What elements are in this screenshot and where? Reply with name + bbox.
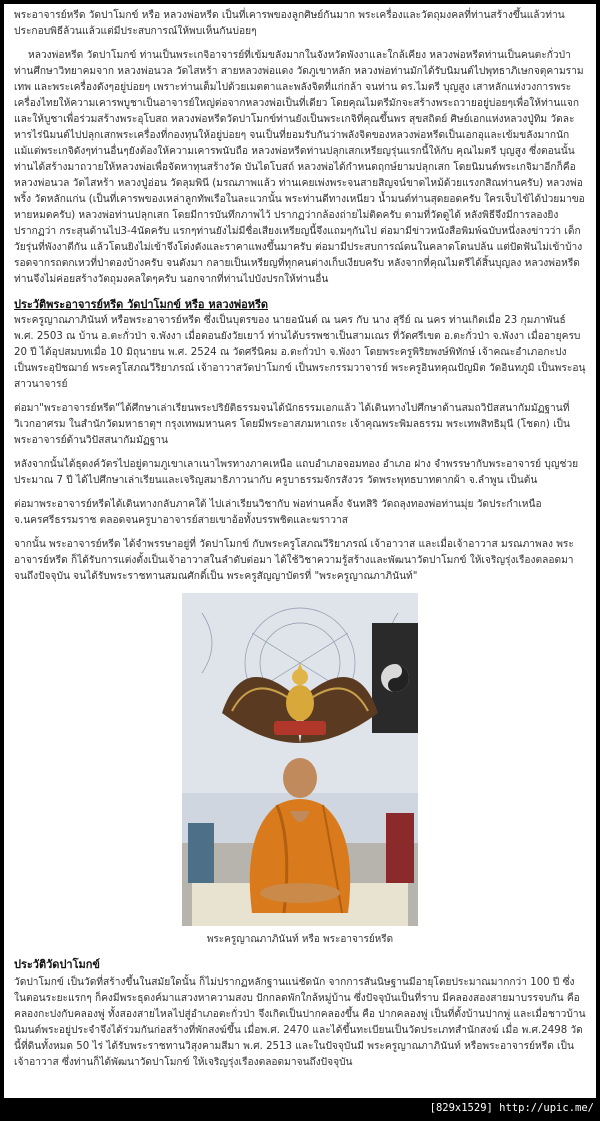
monk-photo-figure <box>176 593 424 947</box>
history-paragraph-5: จากนั้น พระอาจารย์หรีด ได้จำพรรษาอยู่ที่ วัดปาโมกข์ กับพระครูโสภณวีริยาภรณ์ เจ้าอาวาส และเมื่อเจ้าอาวาส มรณภาพลง พระอาจารย์หรีด ก็ได้รับการแต่งตั้งเป็นเจ้าอาวาสในลำดับต่อมา ได้ใช้วิชาความรู้สร้างและพัฒนาวัดปาโมกข์ ให้เจริญรุ่งเรืองตลอดมาจนถึงปัจจุบัน จนได้รับพระราชทานสมณศักดิ์เป็น พระครูสัญญาบัตรที่ "พระครูญาณภาภินันท์" <box>14 539 574 582</box>
history-paragraph-2: ต่อมา"พระอาจารย์หรีด"ได้ศึกษาเล่าเรียนพระปริยัติธรรมจนได้นักธรรมเอกแล้ว ได้เดินทางไปศึกษาด้านสมถวิปัสสนากัมมัฏฐานที่ วิเวกอาศรม ในสำนักวัดมหาธาตุฯ กรุงเทพมหานคร โดยมีพระอาสภมหาเถระ เจ้าคุณพระพิมลธรรม พระเทพสิทธิมุนี (โชดก) เป็นพระอาจารย์ด้านวิปัสสนากัมมัฏฐาน <box>14 403 570 446</box>
history-paragraph-4: ต่อมาพระอาจารย์หรีดได้เดินทางกลับภาคใต้ ไปเล่าเรียนวิชากับ พ่อท่านคลิ้ง จันทสิริ วัดถลุงทองพ่อท่านมุ่ย วัดประกำเหนือ จ.นครศรีธรรมราช ตลอดจนครูบาอาจารย์สายเขาอ้อทั้งบรรพชิตและฆราวาส <box>14 499 542 526</box>
temple-heading: ประวัติวัดปาโมกข์ <box>14 958 100 971</box>
temple-paragraph: วัดปาโมกข์ เป็นวัดที่สร้างขึ้นในสมัยใดนั้น ก็ไม่ปรากฏหลักฐานแน่ชัดนัก จากการสันนิษฐานมีอายุโดยประมาณมากกว่า 100 ปี ซึ่งในตอนระยะแรกๆ ก็คงมีพระธุดงค์มาแสวงหาความสงบ ปักกลดพักใกล้หมู่บ้าน ซึ่งปัจจุบันเป็นที่ราบ มีคลองสองสายมาบรรจบกัน คือ คลองกะปงกับคลองพู่ ทั้งสองสายไหลไปสู่อำเภอตะกั่วป่า จึงเกิดเป็นปากคลองขึ้น คือ ปากคลองพู่ เป็นที่ตั้งบ้านปากพู่ และเมื่อชาวบ้านนิมนต์พระอยู่ประจำจึงได้ร่วมกันก่อสร้างที่พักสงฆ์ขึ้น เมื่อพ.ศ. 2470 และได้ขึ้นทะเบียนเป็นวัดประเภทสำนักสงฆ์ เมื่อ พ.ศ.2498 วัดนี้ที่ดินทั้งหมด 50 ไร่ ได้รับพระราชทานวิสุงคามสีมา พ.ศ. 2513 และในปัจจุบันมี พระครูญาณภาภินันท์ หรือพระอาจารย์หรีด เป็นเจ้าอาวาส ซึ่งท่านก็ได้พัฒนาวัดปาโมกข์ ให้เจริญรุ่งเรืองตลอดมาจนถึงปัจจุบัน <box>14 977 586 1068</box>
history-paragraph-1: พระครูญาณภาภินันท์ หรือพระอาจารย์หรีด ซึ่งเป็นบุตรของ นายอนันต์ ณ นคร กับ นาง สุรีย์ ณ นคร ท่านเกิดเมื่อ 23 กุมภาพันธ์ พ.ศ. 2503 ณ บ้าน อ.ตะกั่วป่า จ.พังงา เมื่อตอนยังวัยเยาว์ ท่านได้บรรพชาเป็นสามเณร ที่วัดศรีเขต อ.ตะกั่วป่า จ.พังงา เมื่ออายุครบ 20 ปี ได้อุปสมบทเมื่อ 10 มิถุนายน พ.ศ. 2524 ณ วัดศรีนิคม อ.ตะกั่วป่า จ.พังงา โดยพระครูพิริยพงษ์พิทักษ์ เจ้าคณะอำเภอกะปง เป็นพระอุปัชฌาย์ พระครูโสภณวีริยาภรณ์ เจ้าอาวาสวัดปาโมกข์ เป็นพระกรรมวาจารย์ พระครูอินทคุณปัญมิต วัดอินทภูมิ เป็นพระอนุสาวนาจารย์ <box>14 315 586 390</box>
intro-paragraph: พระอาจารย์หรีด วัดปาโมกข์ หรือ หลวงพ่อหรีด เป็นที่เคารพของลูกศิษย์กันมาก พระเครื่องและวัตถุมงคลที่ท่านสร้างขึ้นแล้วท่านประกอบพิธีล้วนแล้วแต่มีประสบการณ์ให้พบเห็นกันบ่อยๆ <box>14 10 565 37</box>
history-paragraph-3: หลังจากนั้นได้ธุดงค์วัตรไปอยู่ตามภูเขาเลาเนาไพรทางภาคเหนือ แถบอำเภอจอมทอง อำเภอ ฝาง จำพรรษากับพระอาจารย์ บุญช่วย ประมาณ 7 ปี ได้ไปศึกษาเล่าเรียนและเจริญสมาธิภาวนากับ ครูบาธรรมจักรสังวร วัดพระพุทธบาทตากผ้า จ.ลำพูน เป็นต้น <box>14 459 579 486</box>
photo-caption: พระครูญาณภาภินันท์ หรือ พระอาจารย์หรีด <box>206 934 394 945</box>
document-page <box>4 4 596 1098</box>
monk-photo <box>182 593 418 926</box>
monk-portrait-image <box>182 593 418 926</box>
image-host-watermark: [829x1529] http://upic.me/ <box>429 1102 594 1114</box>
history-heading: ประวัติพระอาจารย์หรีด วัดปาโมกข์ หรือ หลวงพ่อหรีด <box>14 298 269 311</box>
article <box>4 4 596 1071</box>
bio-paragraph: หลวงพ่อหรีด วัดปาโมกข์ ท่านเป็นพระเกจิอาจารย์ที่เข้มขลังมากในจังหวัดพังงาและใกล้เคียง หลวงพ่อหรีดท่านเป็นคนตะกั่วป่า ท่านศึกษาวิทยาคมจาก หลวงพ่อนวล วัดไสหร้า สายหลวงพ่อแดง วัดภูเขาหลัก หลวงพ่อท่านมักได้รับนิมนต์ไปพุทธาภิเษกจตุคามรามเทพ และพระเครื่องดังๆอยู่บ่อยๆ เพราะท่านเต็มไปด้วยเมตตาและพลังจิตที่แก่กล้า จนท่าน ดร.ไมตรี บุญสูง เสาหลักแห่งวงการพระเครื่องไทยให้ความเคารพบูชาเป็นอาจารย์ใหญ่ต่อจากหลวงพ่อเป็นที่เดียว โดยคุณไมตรีมักจะสร้างพระถวายอยู่บ่อยๆเพื่อให้ท่านแจกและให้บูชาเพื่อร่วมสร้างพระอุโบสถ หลวงพ่อหรีดวัดปาโมกข์ท่านยังเป็นพระเกจิที่คุณขึ้นพร สุขสถิตย์ ศิษย์เอกแห่งหลวงปู่ทิม วัดละหารไร่นิมนต์ไปปลุกเสกพระเครื่องที่กองทุนให้อยู่บ่อยๆ จนเป็นที่ยอมรับกันว่าพลังจิตของหลวงพ่อหรีดเป็นเอกอุและเข้มขลังมากนัก แม้แต่พระเกจิดังๆท่านอื่นๆยังต้องให้ความเคารพนับถือ หลวงพ่อหรีดท่านปลุกเสกเหรียญรุ่นแรกนี้ให้กับ คุณไมตรี บุญสูง ซึ่งตอนนั้นท่านได้สร้างมาถวายให้หลวงพ่อเพื่อจัดหาทุนสร้างวัด บันไดโบสถ์ หลวงพ่อได้กำหนดฤกษ์ยามปลุกเสก โดยนิมนต์พระเกจิมาอีกก็คือ หลวงพ่อนวล วัดไสหร้า หลวงปู่อ่อน วัดลุมพินี (มรณภาพแล้ว ท่านเคยเพ่งพระจนสายสิญจน์ขาดไหม้ด้วยแรงกสิณท่านครับ) หลวงพ่อพริ้ง วัดหลักแก่น (เป็นที่เคารพของเหล่าลูกทัพเรือในละแวกนั้น พระท่านดีทางเหนียว น้ำมนต์ท่านสุดยอดครับ ใครเจ็บไข้ได้ป่วยมาขอหายหมดครับ) หลวงพ่อท่านปลุกเสก โดยมีการบันทึกภาพไว้ ปรากฏว่ากล้องถ่ายไม่ติดครับ ตามที่วัดดูได้ หลังพิธีจึงมีการลองยิง ปรากฏว่า กระสุนด้านไป3-4นัดครับ แรกๆท่านยังไม่มีชื่อเสียงเหรียญนี้จึงแถมๆกันไป ต่อมามีข่าวหนังสือพิมพ์ฉบับหนึ่งลงข่าวว่า เด็กวัยรุ่นที่พังงาตีกัน แล้วโดนยิงไม่เข้าจึงโด่งดังและราคาแพงขึ้นมาครับ ต่อมามีประสบการณ์ตนในคลาดโดนปล้น แต่ปัดฟันไม่เข้าบ้าง รอดจากรถตกเหวที่ป่าตองบ้างครับ จนดังมา กลายเป็นเหรียญที่ทุกคนต่างเก็บเงียบครับ หลังจากที่คุณไมตรีได้สิ้นบุญลง หลวงพ่อหรีดท่านจึงไม่ค่อยสร้างวัตถุมงคลใดๆครับ นอกจากที่ท่านไปบังปรกให้ท่านอื่น <box>14 50 585 285</box>
